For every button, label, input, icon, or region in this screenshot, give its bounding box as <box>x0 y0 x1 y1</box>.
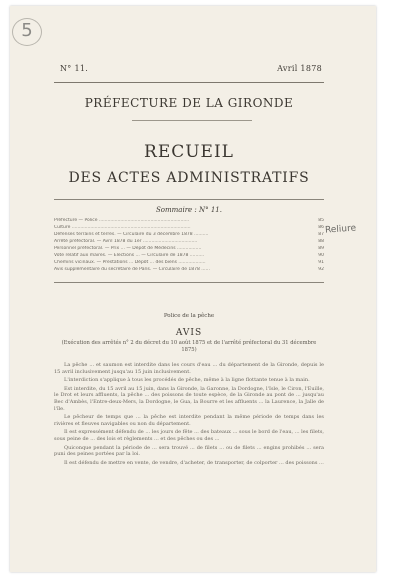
paragraph: Il est défendu de mettre en vente, de vendre, d'acheter, de transporter, de colporter ... des poissons ... <box>64 459 324 466</box>
page-header <box>54 64 324 78</box>
paragraph: Il est expressément défendu de ... les jours de fête ... des bateaux ... sous le bord de l'eau, ... les filets, sous peine de ... des lois et règlements ... et des pêches ou des ... <box>54 429 324 442</box>
notice-title: AVIS <box>175 328 203 338</box>
paragraph: Quiconque pendant la période de ... sera trouvé ... de filets ... ou de filets ... engins prohibés ... sera puni des peines portées par la loi. <box>54 444 324 458</box>
issue-date: Avril 1878 <box>277 64 322 73</box>
header-rule <box>54 82 324 83</box>
toc-item: Vote relatif aux maires. — Élections ... — Circulaire de 1878 .......... 90 <box>54 253 324 258</box>
pencil-mark: 5 <box>12 18 42 46</box>
margin-stamp: Reliure <box>324 223 357 236</box>
paragraph: La pêche ... et saumon est interdite dans les cours d'eau ... du département de la Gironde, depuis le 15 avril inclusivement jusqu'au 15 juin inclusivement. <box>54 362 324 375</box>
toc-item: Chemins vicinaux. — Prestations ... Dépôt ... des biens ................... 91 <box>54 260 324 265</box>
toc-item: Arrêté préfectoral. — Avril 1878 du 1er ...................................... 88 <box>54 239 324 244</box>
notice-subtitle: (Exécution des arrêtés n° 2 du décret du 10 août 1875 et de l'arrêté préfectoral du 31 décembre 1875) <box>61 340 317 353</box>
toc-item: Défenses terrains et terres. — Circulaire du 3 décembre 1878 .......... 87 <box>54 232 324 237</box>
title-divider <box>132 120 252 121</box>
toc-rule <box>54 282 324 283</box>
page-content <box>54 6 324 572</box>
summary-rule <box>54 199 324 200</box>
document-page <box>10 6 376 572</box>
section-heading: Police de la pêche <box>163 313 215 319</box>
document-title: RECUEIL <box>144 142 234 162</box>
toc-item: Préfecture — Police ............................................................... 85 <box>54 218 324 223</box>
toc-item: Personnel préfectoral. — Prix ... — Dépôt de Médecins ................. 89 <box>54 246 324 251</box>
prefecture-title: PRÉFECTURE DE LA GIRONDE <box>84 96 294 110</box>
toc-item: Culture ................................................................................... 86 <box>54 225 324 230</box>
summary-label: Sommaire : N° 11. <box>156 206 222 214</box>
notice-body <box>54 362 324 468</box>
document-subtitle: DES ACTES ADMINISTRATIFS <box>68 170 310 186</box>
issue-number: N° 11. <box>60 64 89 73</box>
paragraph: L'interdiction s'applique à tous les procédés de pêche, même à la ligne flottante tenue à la main. <box>64 377 310 384</box>
paragraph: Le pêcheur de temps que ... la pêche est interdite pendant la même période de temps dans les rivières et fleuves navigables ou non du département. <box>54 414 324 427</box>
toc-item: Avis supplémentaire du secrétaire de Paris. — Circulaire de 1878 ...... 92 <box>54 267 324 272</box>
table-of-contents <box>54 218 324 274</box>
paragraph: Est interdite, du 15 avril au 15 juin, dans la Gironde, la Garonne, la Dordogne, l'Isle, le Ciron, l'Euille, le Drot et leurs affluents, la pêche ... des poissons de toute espèce, de la Gironde au pont de ... jusqu'au Bec d'Ambès, l'Entre-deux-Mers, la Dordogne, le Gua, la Bourre et les affluents ... la Laurence, la Jalle de l'île. <box>54 385 324 412</box>
